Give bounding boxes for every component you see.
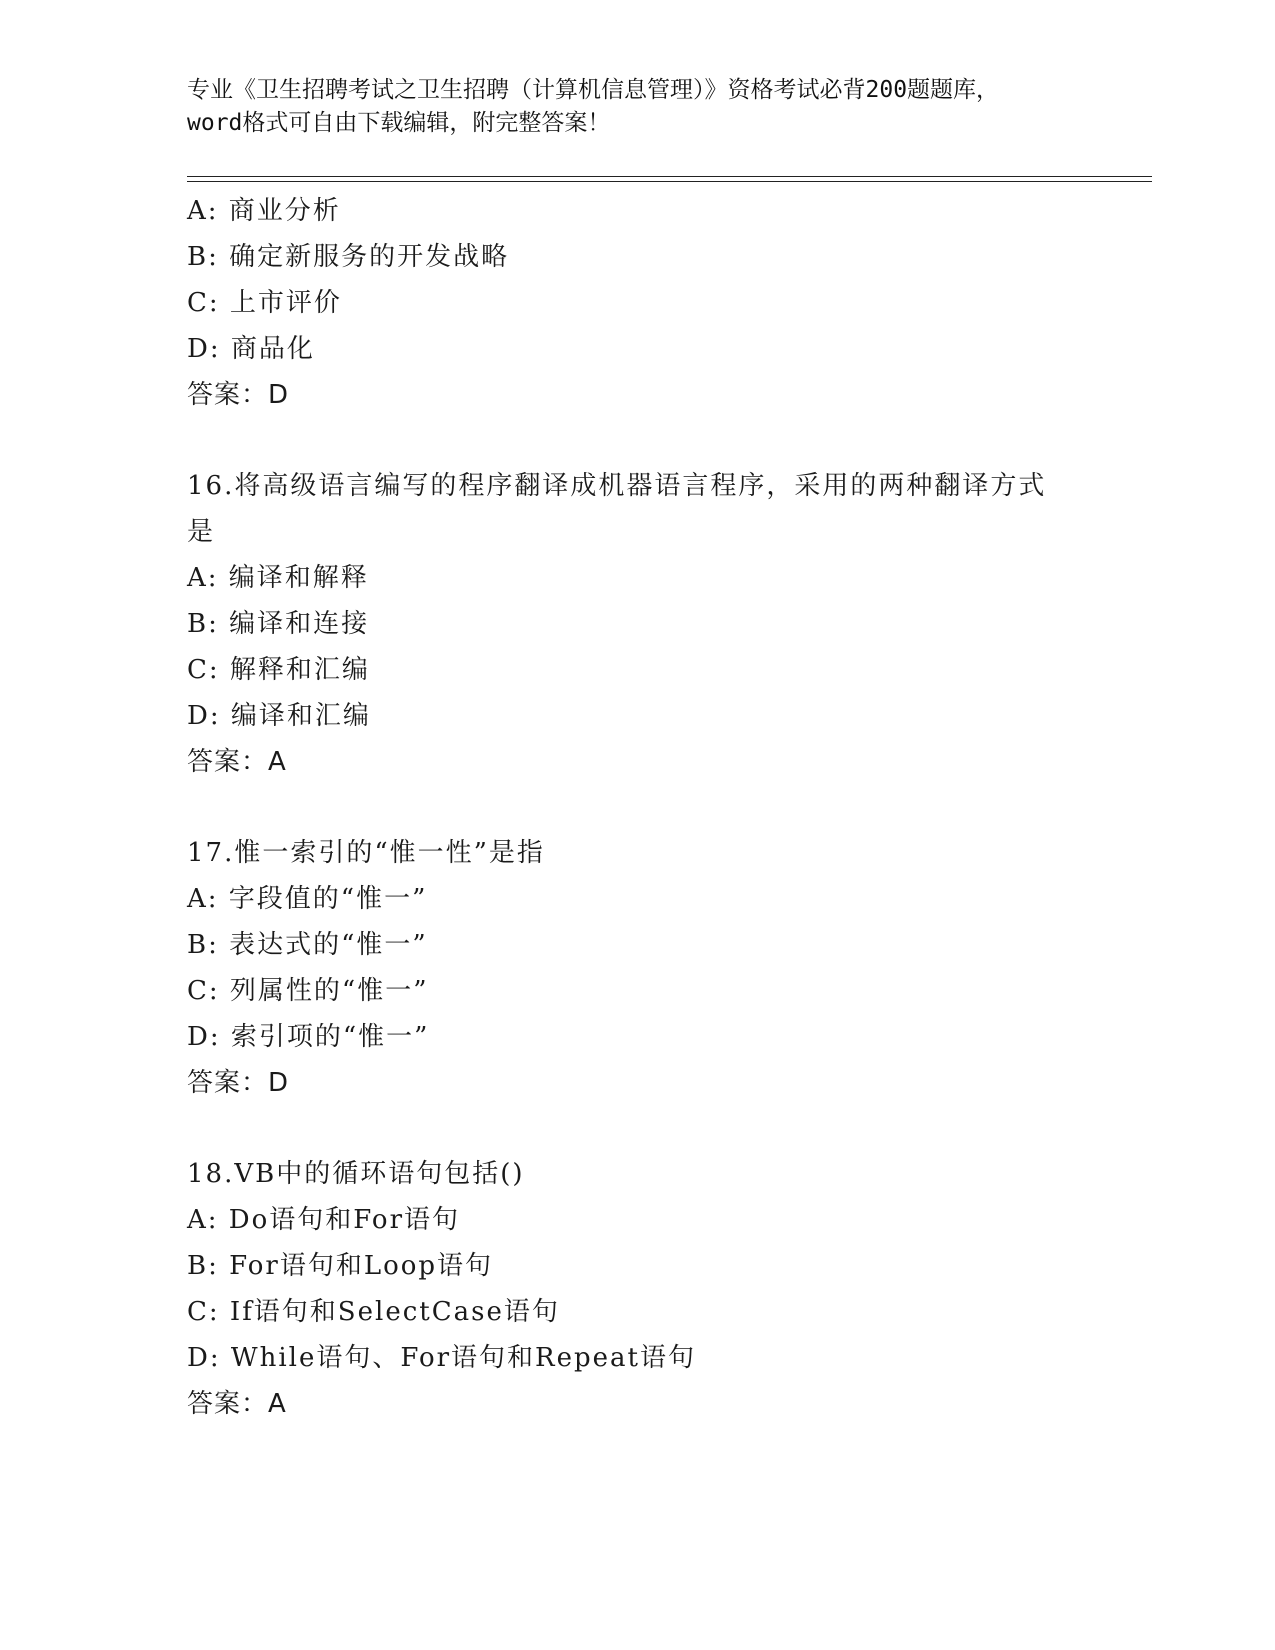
option-a: A: 商业分析: [187, 196, 341, 226]
answer-line: 答案：D: [187, 1068, 290, 1098]
option-b: B: 编译和连接: [187, 609, 370, 639]
question-block-15: [187, 188, 1147, 418]
option-d: D: 编译和汇编: [187, 701, 371, 731]
header-divider-bottom: [187, 181, 1152, 182]
header-title-line1: 专业《卫生招聘考试之卫生招聘（计算机信息管理）》资格考试必背200题题库，: [187, 77, 1000, 103]
header-divider-top: [187, 176, 1152, 177]
spacer: [187, 418, 1147, 463]
answer-line: 答案：A: [187, 747, 287, 777]
question-text: 18.VB中的循环语句包括(): [187, 1159, 525, 1189]
option-b: B: 表达式的“惟一”: [187, 930, 428, 960]
question-text-line2: 是: [187, 517, 216, 547]
question-text: 17.惟一索引的“惟一性”是指: [187, 838, 545, 868]
option-a: A: Do语句和For语句: [187, 1205, 461, 1235]
option-b: B: 确定新服务的开发战略: [187, 242, 510, 272]
question-block-18: [187, 1151, 1147, 1427]
option-c: C: 解释和汇编: [187, 655, 370, 685]
option-d: D: While语句、For语句和Repeat语句: [187, 1343, 696, 1373]
option-a: A: 编译和解释: [187, 563, 369, 593]
header-title-line2: word格式可自由下载编辑，附完整答案！: [187, 110, 611, 136]
question-text-line1: 16.将高级语言编写的程序翻译成机器语言程序，采用的两种翻译方式: [187, 471, 1047, 501]
question-block-17: [187, 830, 1147, 1106]
question-block-16: [187, 463, 1147, 785]
option-c: C: 上市评价: [187, 288, 342, 318]
option-a: A: 字段值的“惟一”: [187, 884, 428, 914]
option-b: B: For语句和Loop语句: [187, 1251, 494, 1281]
option-c: C: 列属性的“惟一”: [187, 976, 429, 1006]
option-c: C: If语句和SelectCase语句: [187, 1297, 560, 1327]
answer-line: 答案：D: [187, 380, 290, 410]
document-header: [187, 74, 1087, 140]
spacer: [187, 785, 1147, 830]
answer-line: 答案：A: [187, 1389, 287, 1419]
spacer: [187, 1106, 1147, 1151]
option-d: D: 索引项的“惟一”: [187, 1022, 430, 1052]
option-d: D: 商品化: [187, 334, 315, 364]
question-list: [187, 188, 1147, 1427]
